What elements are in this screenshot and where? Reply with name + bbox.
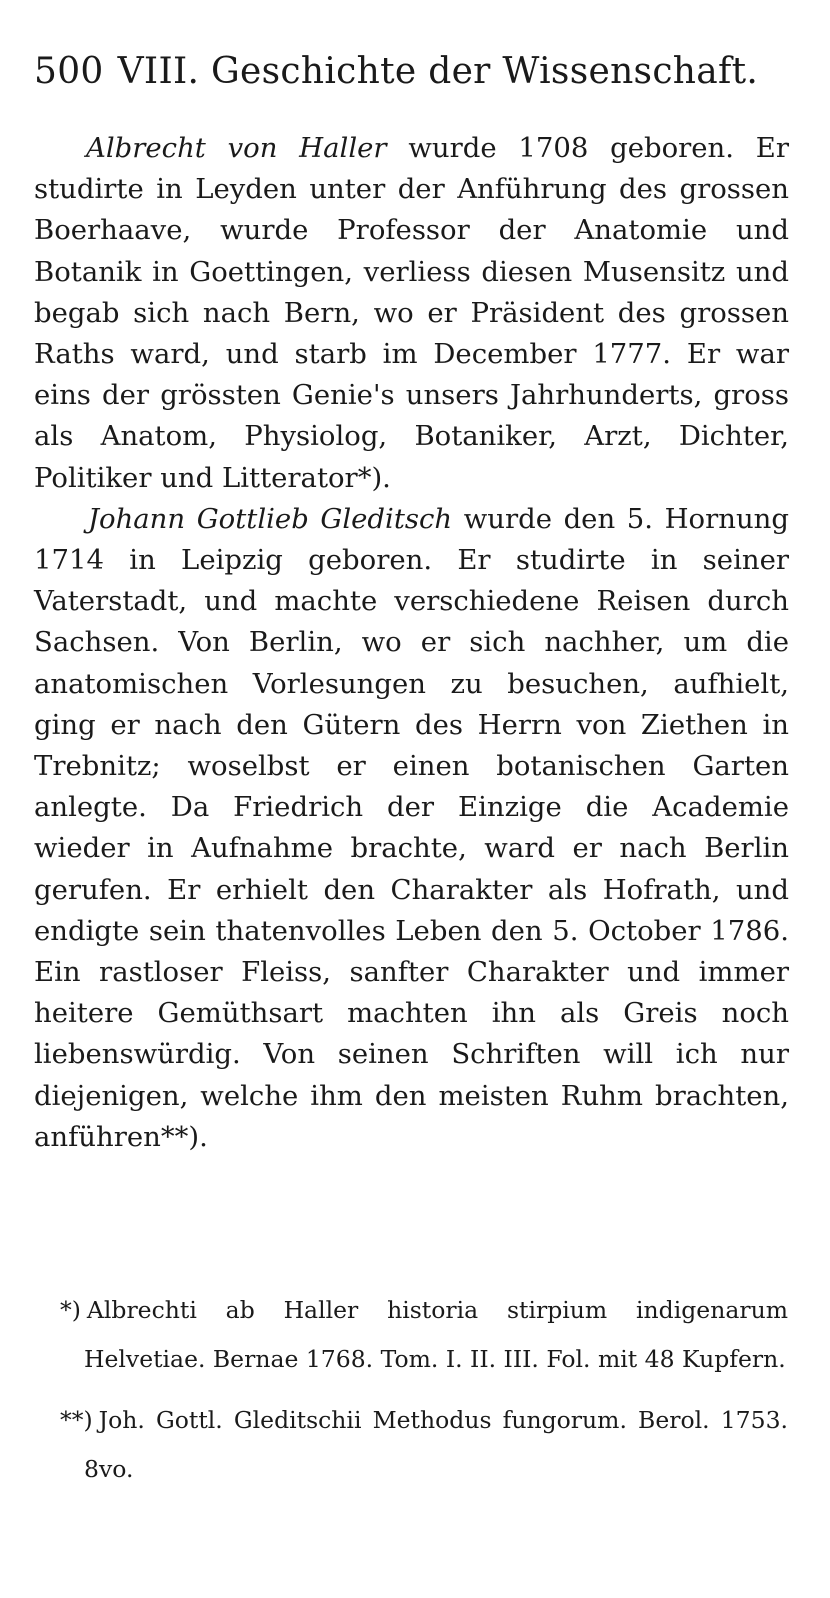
footnote-text: Albrechti ab Haller historia stirpium indigenarum Helvetiae. Bernae 1768. Tom. I. II. III. Fol. mit 48 Kupfern.: [84, 1296, 788, 1373]
person-name: Johann Gottlieb Gleditsch: [88, 502, 453, 535]
footnote: [60, 1286, 788, 1384]
paragraph-haller: [34, 128, 789, 499]
person-name: Albrecht von Haller: [86, 132, 387, 164]
paragraph-gleditsch: [34, 499, 789, 1158]
body-text: [34, 128, 789, 1158]
paragraph-text: wurde den 5. Hornung 1714 in Leipzig geboren. Er studirte in seiner Vaterstadt, und machte verschiedene Reisen durch Sachsen. Von Berlin, wo er sich nachher, um die anatomischen Vorlesungen zu besuchen, aufhielt, ging er nach den Gütern des Herrn von Ziethen in Trebnitz; woselbst er einen botanischen Garten anlegte. Da Friedrich der Einzige die Academie wieder in Aufnahme brachte, ward er nach Berlin gerufen. Er erhielt den Charakter als Hofrath, und endigte sein thatenvolles Leben den 5. October 1786. Ein rastloser Fleiss, sanfter Charakter und immer heitere Gemüthsart machten ihn als Greis noch liebenswürdig. Von seinen Schriften will ich nur diejenigen, welche ihm den meisten Ruhm brachten, anführen**).: [34, 502, 789, 1153]
chapter-title: VIII. Geschichte der Wissenschaft.: [117, 51, 759, 92]
footnote-text: Joh. Gottl. Gleditschii Methodus fungorum. Berol. 1753. 8vo.: [84, 1406, 788, 1483]
footnote-mark: *): [60, 1296, 81, 1324]
paragraph-text: wurde 1708 geboren. Er studirte in Leyden unter der Anführung des grossen Boerhaave, wurde Professor der Anatomie und Botanik in Goettingen, verliess diesen Musensitz und begab sich nach Bern, wo er Präsident des grossen Raths ward, und starb im December 1777. Er war eins der grössten Genie's unsers Jahrhunderts, gross als Anatom, Physiolog, Botaniker, Arzt, Dichter, Politiker und Litterator*).: [34, 132, 789, 494]
footnote: [60, 1396, 788, 1494]
footnotes: [60, 1286, 788, 1506]
page-number: 500: [34, 51, 104, 92]
footnote-mark: **): [60, 1406, 93, 1434]
running-head: [34, 50, 794, 94]
